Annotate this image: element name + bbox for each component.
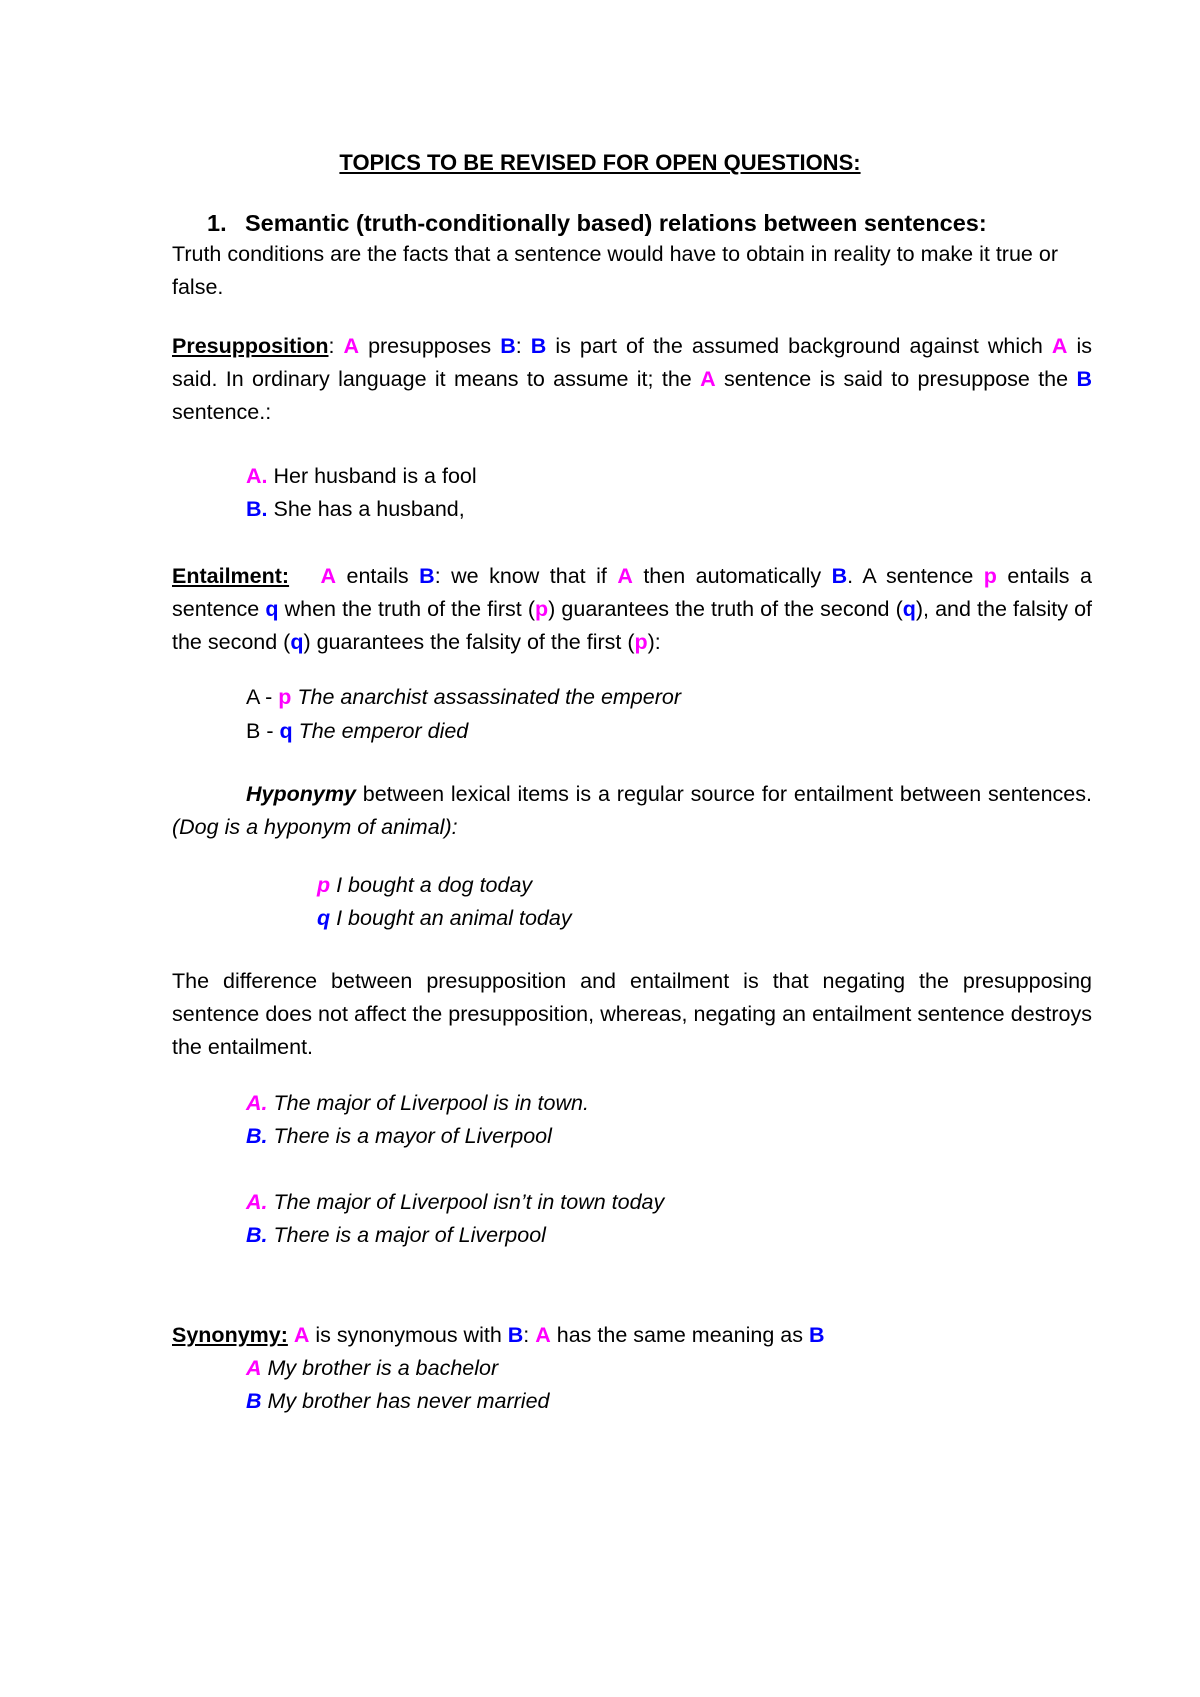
example-set1-a xyxy=(246,1088,589,1118)
hyponymy-note: (Dog is a hyponym of animal): xyxy=(172,815,458,839)
example-text: There is a major of Liverpool xyxy=(267,1223,546,1247)
example-label: A. xyxy=(246,1091,268,1115)
section-heading xyxy=(207,208,987,238)
var-p: p xyxy=(634,630,648,654)
example-text: My brother is a bachelor xyxy=(261,1356,499,1380)
text-run: has the same meaning as xyxy=(550,1323,809,1347)
text-run: ) guarantees the truth of the second ( xyxy=(548,597,903,621)
text-run: : we know that if xyxy=(434,564,618,588)
var-a: A xyxy=(293,1323,310,1347)
example-text: The major of Liverpool is in town. xyxy=(267,1091,589,1115)
example-text: The emperor died xyxy=(292,719,469,743)
var-q: q xyxy=(902,597,916,621)
hyponymy-example-2 xyxy=(317,903,572,933)
var-a: A xyxy=(535,1323,551,1347)
example-label: B. xyxy=(246,497,268,521)
section-heading-text: Semantic (truth-conditionally based) relations between sentences: xyxy=(245,210,987,236)
var-b: B xyxy=(419,564,435,588)
var-a: A xyxy=(1051,334,1068,358)
var-b: B xyxy=(507,1323,524,1347)
example-set2-a xyxy=(246,1187,664,1217)
hyponymy-paragraph xyxy=(172,778,1092,844)
example-text: There is a mayor of Liverpool xyxy=(267,1124,552,1148)
synonymy-example-1 xyxy=(246,1353,498,1383)
presupposition-example-b xyxy=(246,494,465,524)
synonymy-paragraph xyxy=(172,1320,824,1350)
example-label: A. xyxy=(246,464,268,488)
var-q: q xyxy=(265,597,279,621)
text-run: when the truth of the first ( xyxy=(278,597,536,621)
example-text: I bought an animal today xyxy=(330,906,572,930)
text-run: entails xyxy=(336,564,420,588)
var-q: q xyxy=(290,630,304,654)
var-p: p xyxy=(317,873,331,897)
example-set1-b xyxy=(246,1121,552,1151)
text-run: . A sentence xyxy=(847,564,984,588)
text-run: is said. In ordinary language it means to assume it; the xyxy=(172,334,1092,391)
var-b: B xyxy=(831,564,848,588)
var-b: B xyxy=(500,334,516,358)
truth-conditions-paragraph: Truth conditions are the facts that a sentence would have to obtain in reality to make it true or false. xyxy=(172,242,1058,299)
entailment-example-2 xyxy=(246,716,468,746)
presupposition-example-a xyxy=(246,461,477,491)
hyponymy-term: Hyponymy xyxy=(246,782,356,806)
var-a: A xyxy=(617,564,633,588)
var-a: A xyxy=(343,334,360,358)
example-prefix: B - xyxy=(246,719,280,743)
var-a: A xyxy=(700,367,716,391)
text-run: then automatically xyxy=(632,564,832,588)
synonymy-example-2 xyxy=(246,1386,550,1416)
example-text: My brother has never married xyxy=(261,1389,550,1413)
text-run: sentence.: xyxy=(172,400,272,424)
text-run: ): xyxy=(647,630,661,654)
example-set2-b xyxy=(246,1220,546,1250)
text-run: : xyxy=(515,334,531,358)
page-title: TOPICS TO BE REVISED FOR OPEN QUESTIONS: xyxy=(339,150,861,175)
example-text: The anarchist assassinated the emperor xyxy=(291,685,681,709)
text-run: sentence is said to presuppose the xyxy=(715,367,1077,391)
text-run: presupposes xyxy=(359,334,501,358)
var-p: p xyxy=(983,564,997,588)
example-label: B xyxy=(246,1389,262,1413)
entailment-paragraph xyxy=(172,560,1092,659)
example-text: She has a husband, xyxy=(267,497,465,521)
text-run: ) guarantees the falsity of the first ( xyxy=(303,630,635,654)
text-run: entails a sentence xyxy=(172,564,1092,621)
section-number: 1. xyxy=(207,210,227,236)
presupposition-term: Presupposition xyxy=(172,334,329,358)
text-run: is part of the assumed background against which xyxy=(546,334,1052,358)
var-b: B xyxy=(808,1323,825,1347)
var-p: p xyxy=(535,597,549,621)
difference-paragraph: The difference between presupposition and entailment is that negating the presupposing sentence does not affect the presupposition, whereas, negating an entailment sentence destroys the entailment. xyxy=(172,969,1092,1059)
text-run: is synonymous with xyxy=(309,1323,508,1347)
text-run: ), and the falsity of the second ( xyxy=(172,597,1093,654)
example-text: Her husband is a fool xyxy=(267,464,477,488)
example-text: The major of Liverpool isn’t in town today xyxy=(267,1190,665,1214)
presupposition-paragraph xyxy=(172,330,1092,429)
hyponymy-example-1 xyxy=(317,870,532,900)
var-q: q xyxy=(317,906,331,930)
example-label: B. xyxy=(246,1223,268,1247)
entailment-term: Entailment: xyxy=(172,564,290,588)
example-text: I bought a dog today xyxy=(330,873,533,897)
example-label: B. xyxy=(246,1124,268,1148)
entailment-example-1 xyxy=(246,682,681,712)
example-label: A xyxy=(246,1356,262,1380)
synonymy-term: Synonymy: xyxy=(172,1323,288,1347)
example-label: A. xyxy=(246,1190,268,1214)
var-a: A xyxy=(320,564,337,588)
example-prefix: A - xyxy=(246,685,279,709)
text-run: between lexical items is a regular source for entailment between sentences. xyxy=(355,782,1092,806)
var-q: q xyxy=(279,719,293,743)
var-p: p xyxy=(278,685,292,709)
var-b: B xyxy=(1076,367,1092,391)
var-b: B xyxy=(530,334,547,358)
text-run: : xyxy=(523,1323,536,1347)
text-run: : xyxy=(328,334,344,358)
